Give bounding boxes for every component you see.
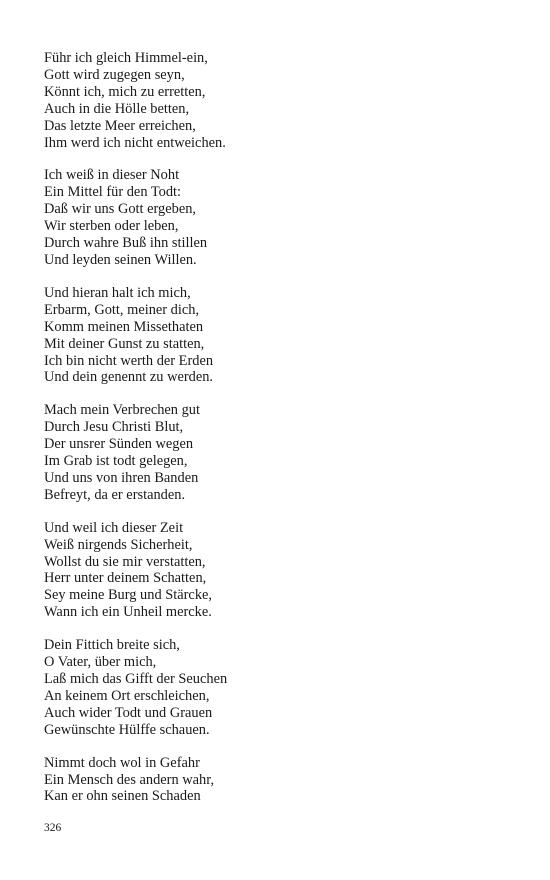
poem-line: Ein Mittel für den Todt:	[44, 184, 182, 201]
poem-line: Und hieran halt ich mich,	[44, 284, 191, 301]
poem-line: Im Grab ist todt gelegen,	[44, 453, 188, 470]
page-number: 326	[44, 822, 62, 834]
poem-line: Weiß nirgends Sicherheit,	[44, 536, 193, 553]
poem-line: Durch Jesu Christi Blut,	[44, 419, 184, 436]
poem-line: Mach mein Verbrechen gut	[44, 402, 200, 419]
stanza-4	[44, 402, 514, 503]
poem-line: Ich bin nicht werth der Erden	[44, 352, 214, 369]
poem-line: Wann ich ein Unheil mercke.	[44, 604, 212, 621]
poem-line: Kan er ohn seinen Schaden	[44, 788, 201, 805]
poem-line: An keinem Ort erschleichen,	[44, 687, 210, 704]
poem-line: Und dein genennt zu werden.	[44, 369, 214, 386]
poem-line: Durch wahre Buß ihn stillen	[44, 235, 208, 252]
poem-line: Ich weiß in dieser Noht	[44, 167, 180, 184]
poem-line: Wollst du sie mir verstatten,	[44, 553, 206, 570]
poem-line: Wir sterben oder leben,	[44, 218, 179, 235]
poem-line: O Vater, über mich,	[44, 654, 157, 671]
poem-line: Sey meine Burg und Stärcke,	[44, 587, 212, 604]
stanza-7	[44, 755, 514, 806]
poem-line: Gewünschte Hülffe schauen.	[44, 721, 210, 738]
poem-line: Der unsrer Sünden wegen	[44, 436, 194, 453]
stanza-5	[44, 520, 514, 621]
poem-line: Ihm werd ich nicht entweichen.	[44, 134, 226, 151]
poem-line: Laß mich das Gifft der Seuchen	[44, 671, 228, 687]
poem-line: Daß wir uns Gott ergeben,	[44, 201, 197, 218]
poem-line: Gott wird zugegen seyn,	[44, 66, 185, 83]
poem-line: Komm meinen Missethaten	[44, 318, 204, 335]
poem-line: Und weil ich dieser Zeit	[44, 519, 184, 536]
poem-line: Auch wider Todt und Grauen	[44, 704, 213, 721]
poem-line: Könnt ich, mich zu erretten,	[44, 83, 206, 100]
poem-line: Befreyt, da er erstanden.	[44, 486, 186, 503]
poem-line: Das letzte Meer erreichen,	[44, 117, 196, 134]
stanza-1	[44, 50, 514, 151]
stanza-3	[44, 285, 514, 386]
poem-line: Erbarm, Gott, meiner dich,	[44, 301, 200, 318]
poem-line: Herr unter deinem Schatten,	[44, 570, 207, 587]
poem-line: Auch in die Hölle betten,	[44, 100, 190, 117]
stanza-2	[44, 167, 514, 268]
poem-line: Mit deiner Gunst zu statten,	[44, 335, 205, 352]
poem-line: Nimmt doch wol in Gefahr	[44, 754, 200, 771]
poem-body	[44, 50, 514, 821]
poem-line: Ein Mensch des andern wahr,	[44, 771, 215, 788]
stanza-6	[44, 637, 514, 738]
poem-line: Führ ich gleich Himmel-ein,	[44, 50, 208, 66]
poem-line: Und leyden seinen Willen.	[44, 251, 197, 268]
poem-line: Dein Fittich breite sich,	[44, 637, 180, 654]
poem-line: Und uns von ihren Banden	[44, 469, 199, 486]
